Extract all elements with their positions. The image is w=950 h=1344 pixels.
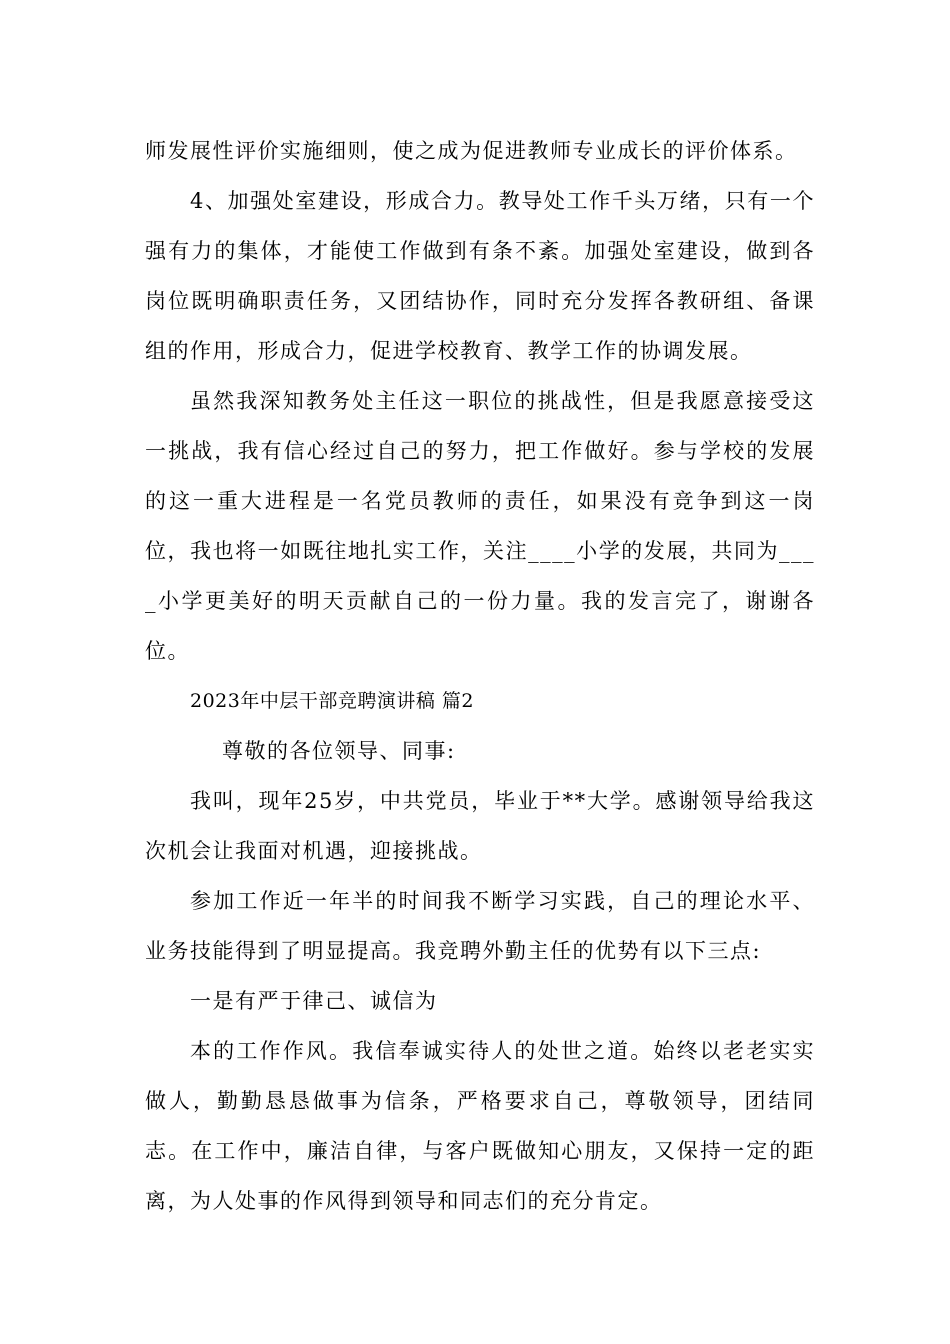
text-line: 的这一重大进程是一名党员教师的责任，如果没有竞争到这一岗 [145,489,815,513]
text-line: 一是有严于律己、诚信为 [190,989,438,1013]
text-line: 位。 [145,639,190,663]
text-line: 业务技能得到了明显提高。我竞聘外勤主任的优势有以下三点: [145,939,762,963]
text-line: 4、加强处室建设，形成合力。教导处工作千头万绪，只有一个 [190,189,815,213]
text-line: 志。在工作中，廉洁自律，与客户既做知心朋友，又保持一定的距 [145,1139,815,1163]
text-line: 强有力的集体，才能使工作做到有条不紊。加强处室建设，做到各 [145,239,815,263]
text-line: 位，我也将一如既往地扎实工作，关注____小学的发展，共同为___ [145,539,815,563]
text-line: 次机会让我面对机遇，迎接挑战。 [145,839,483,863]
text-line: 做人，勤勤恳恳做事为信条，严格要求自己，尊敬领导，团结同 [145,1089,815,1113]
text-line: 组的作用，形成合力，促进学校教育、教学工作的协调发展。 [145,339,753,363]
text-line: 岗位既明确职责任务，又团结协作，同时充分发挥各教研组、备课 [145,289,815,313]
text-line: 师发展性评价实施细则，使之成为促进教师专业成长的评价体系。 [145,139,798,163]
text-line: _小学更美好的明天贡献自己的一份力量。我的发言完了，谢谢各 [145,589,815,613]
text-line: 本的工作作风。我信奉诚实待人的处世之道。始终以老老实实 [190,1039,815,1063]
text-line: 我叫，现年25岁，中共党员，毕业于**大学。感谢领导给我这 [190,789,815,813]
text-line: 一挑战，我有信心经过自己的努力，把工作做好。参与学校的发展 [145,439,815,463]
text-line: 虽然我深知教务处主任这一职位的挑战性，但是我愿意接受这 [190,389,815,413]
salutation: 尊敬的各位领导、同事: [222,739,456,763]
section-heading: 2023年中层干部竞聘演讲稿 篇2 [190,690,474,712]
text-line: 参加工作近一年半的时间我不断学习实践，自己的理论水平、 [190,889,815,913]
text-line: 离，为人处事的作风得到领导和同志们的充分肯定。 [145,1189,663,1213]
